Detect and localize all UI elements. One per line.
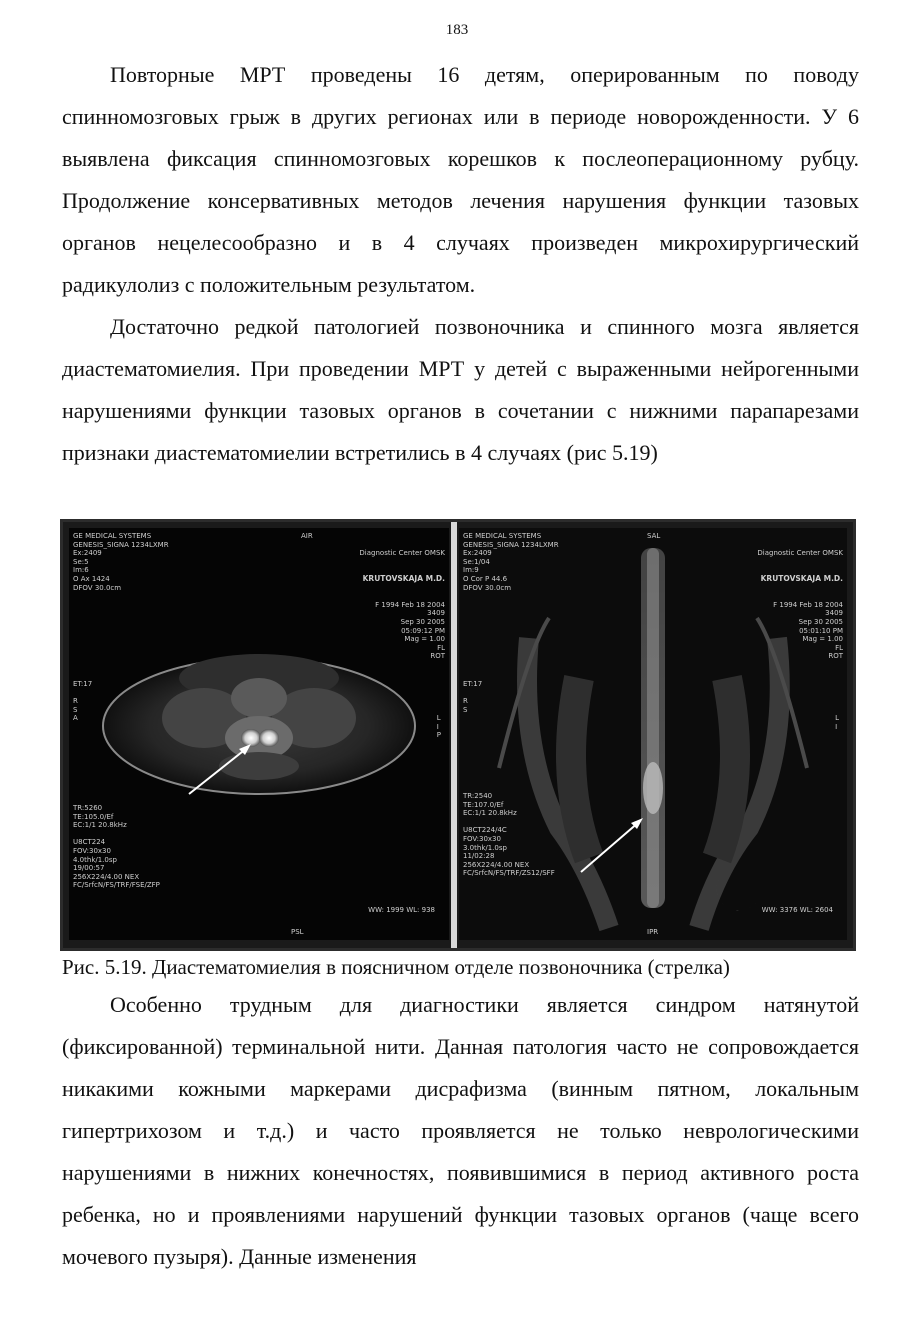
page-number: 183 <box>445 22 469 38</box>
mri-right-center-name: Diagnostic Center OMSK <box>757 549 843 558</box>
mri-right-mid-left-label: ET:17 R S <box>463 680 483 714</box>
mri-right-top-center-label: SAL <box>647 532 661 540</box>
paragraph-2: Достаточно редкой патологией позвоночника и спинного мозга является диастематомиелия. При проведении МРТ у детей с выраженными нейрогенными нарушениями функции тазовых органов в сочетании с нижними парапарезами признаки диастематомиелии встретились в 4 случаях (рис 5.19) <box>62 314 859 465</box>
mri-axial-panel <box>69 528 449 940</box>
mri-right-bottom-center-label: IPR <box>647 928 659 936</box>
mri-right-mid-right-label: L I <box>835 714 839 731</box>
mri-left-mid-right-label: L I P <box>436 714 441 740</box>
mri-right-physician-name: KRUTOVSKAJA M.D. <box>760 573 843 583</box>
mri-coronal-panel <box>459 528 847 940</box>
mri-left-study-details: F 1994 Feb 18 2004 3409 Sep 30 2005 05:09:12 PM Mag = 1.00 FL ROT <box>375 600 445 661</box>
mri-left-top-left-info: GE MEDICAL SYSTEMS GENESIS_SIGNA 1234LXMR Ex:2409 Se:5 Im:6 O Ax 1424 DFOV 30.0cm <box>73 532 169 592</box>
mri-left-physician-name: KRUTOVSKAJA M.D. <box>362 573 445 583</box>
mri-right-study-details: F 1994 Feb 18 2004 3409 Sep 30 2005 05:01:10 PM Mag = 1.00 FL ROT <box>773 600 843 661</box>
figure-divider <box>451 522 457 948</box>
mri-left-top-center-label: AIR <box>301 532 313 540</box>
mri-right-top-right-info <box>733 532 843 678</box>
mri-left-mid-left-label: ET:17 R S A <box>73 680 93 723</box>
mri-left-bottom-center-label: PSL <box>291 928 304 936</box>
mri-left-top-right-info <box>335 532 445 678</box>
mri-right-bottom-left-info: TR:2540 TE:107.0/Ef EC:1/1 20.8kHz U8CT224/4C FOV:30x30 3.0thk/1.0sp 11/02:28 256X224/4.00 NEX FC/SrfcN/FS/TRF/ZS12/SFF <box>463 792 555 878</box>
mri-figure <box>60 519 856 951</box>
mri-left-center-name: Diagnostic Center OMSK <box>359 549 445 558</box>
mri-right-top-left-info: GE MEDICAL SYSTEMS GENESIS_SIGNA 1234LXMR Ex:2409 Se:1/04 Im:9 O Cor P 44.6 DFOV 30.0cm <box>463 532 559 592</box>
mri-left-window-level: WW: 1999 WL: 938 <box>368 906 435 914</box>
paragraph-1: Повторные МРТ проведены 16 детям, оперированным по поводу спинномозговых грыж в других регионах или в периоде новорожденности. У 6 выявлена фиксация спинномозговых корешков к послеоперационному рубцу. Продолжение консервативных методов лечения нарушения функции тазовых органов нецелесообразно и в 4 случаях произведен микрохирургический радикулолиз с положительным результатом. <box>62 62 859 297</box>
figure-caption: Рис. 5.19. Диастематомиелия в поясничном отделе позвоночника (стрелка) <box>62 955 730 979</box>
mri-right-window-level: WW: 3376 WL: 2604 <box>761 906 833 914</box>
mri-left-bottom-left-info: TR:5260 TE:105.0/Ef EC:1/1 20.8kHz U8CT224 FOV:30x30 4.0thk/1.0sp 19/00:57 256X224/4.00 NEX FC/SrfcN/FS/TRF/FSE/ZFP <box>73 804 160 890</box>
paragraph-3: Особенно трудным для диагностики является синдром натянутой (фиксированной) терминальной нити. Данная патология часто не сопровождается никакими кожными маркерами дисрафизма (винным пятном, локальным гипертрихозом и т.д.) и часто проявляется не только неврологическими нарушениями в нижних конечностях, появившимися в период активного роста ребенка, но и проявлениями нарушений функции тазовых органов (чаще всего мочевого пузыря). Данные изменения <box>62 992 859 1269</box>
